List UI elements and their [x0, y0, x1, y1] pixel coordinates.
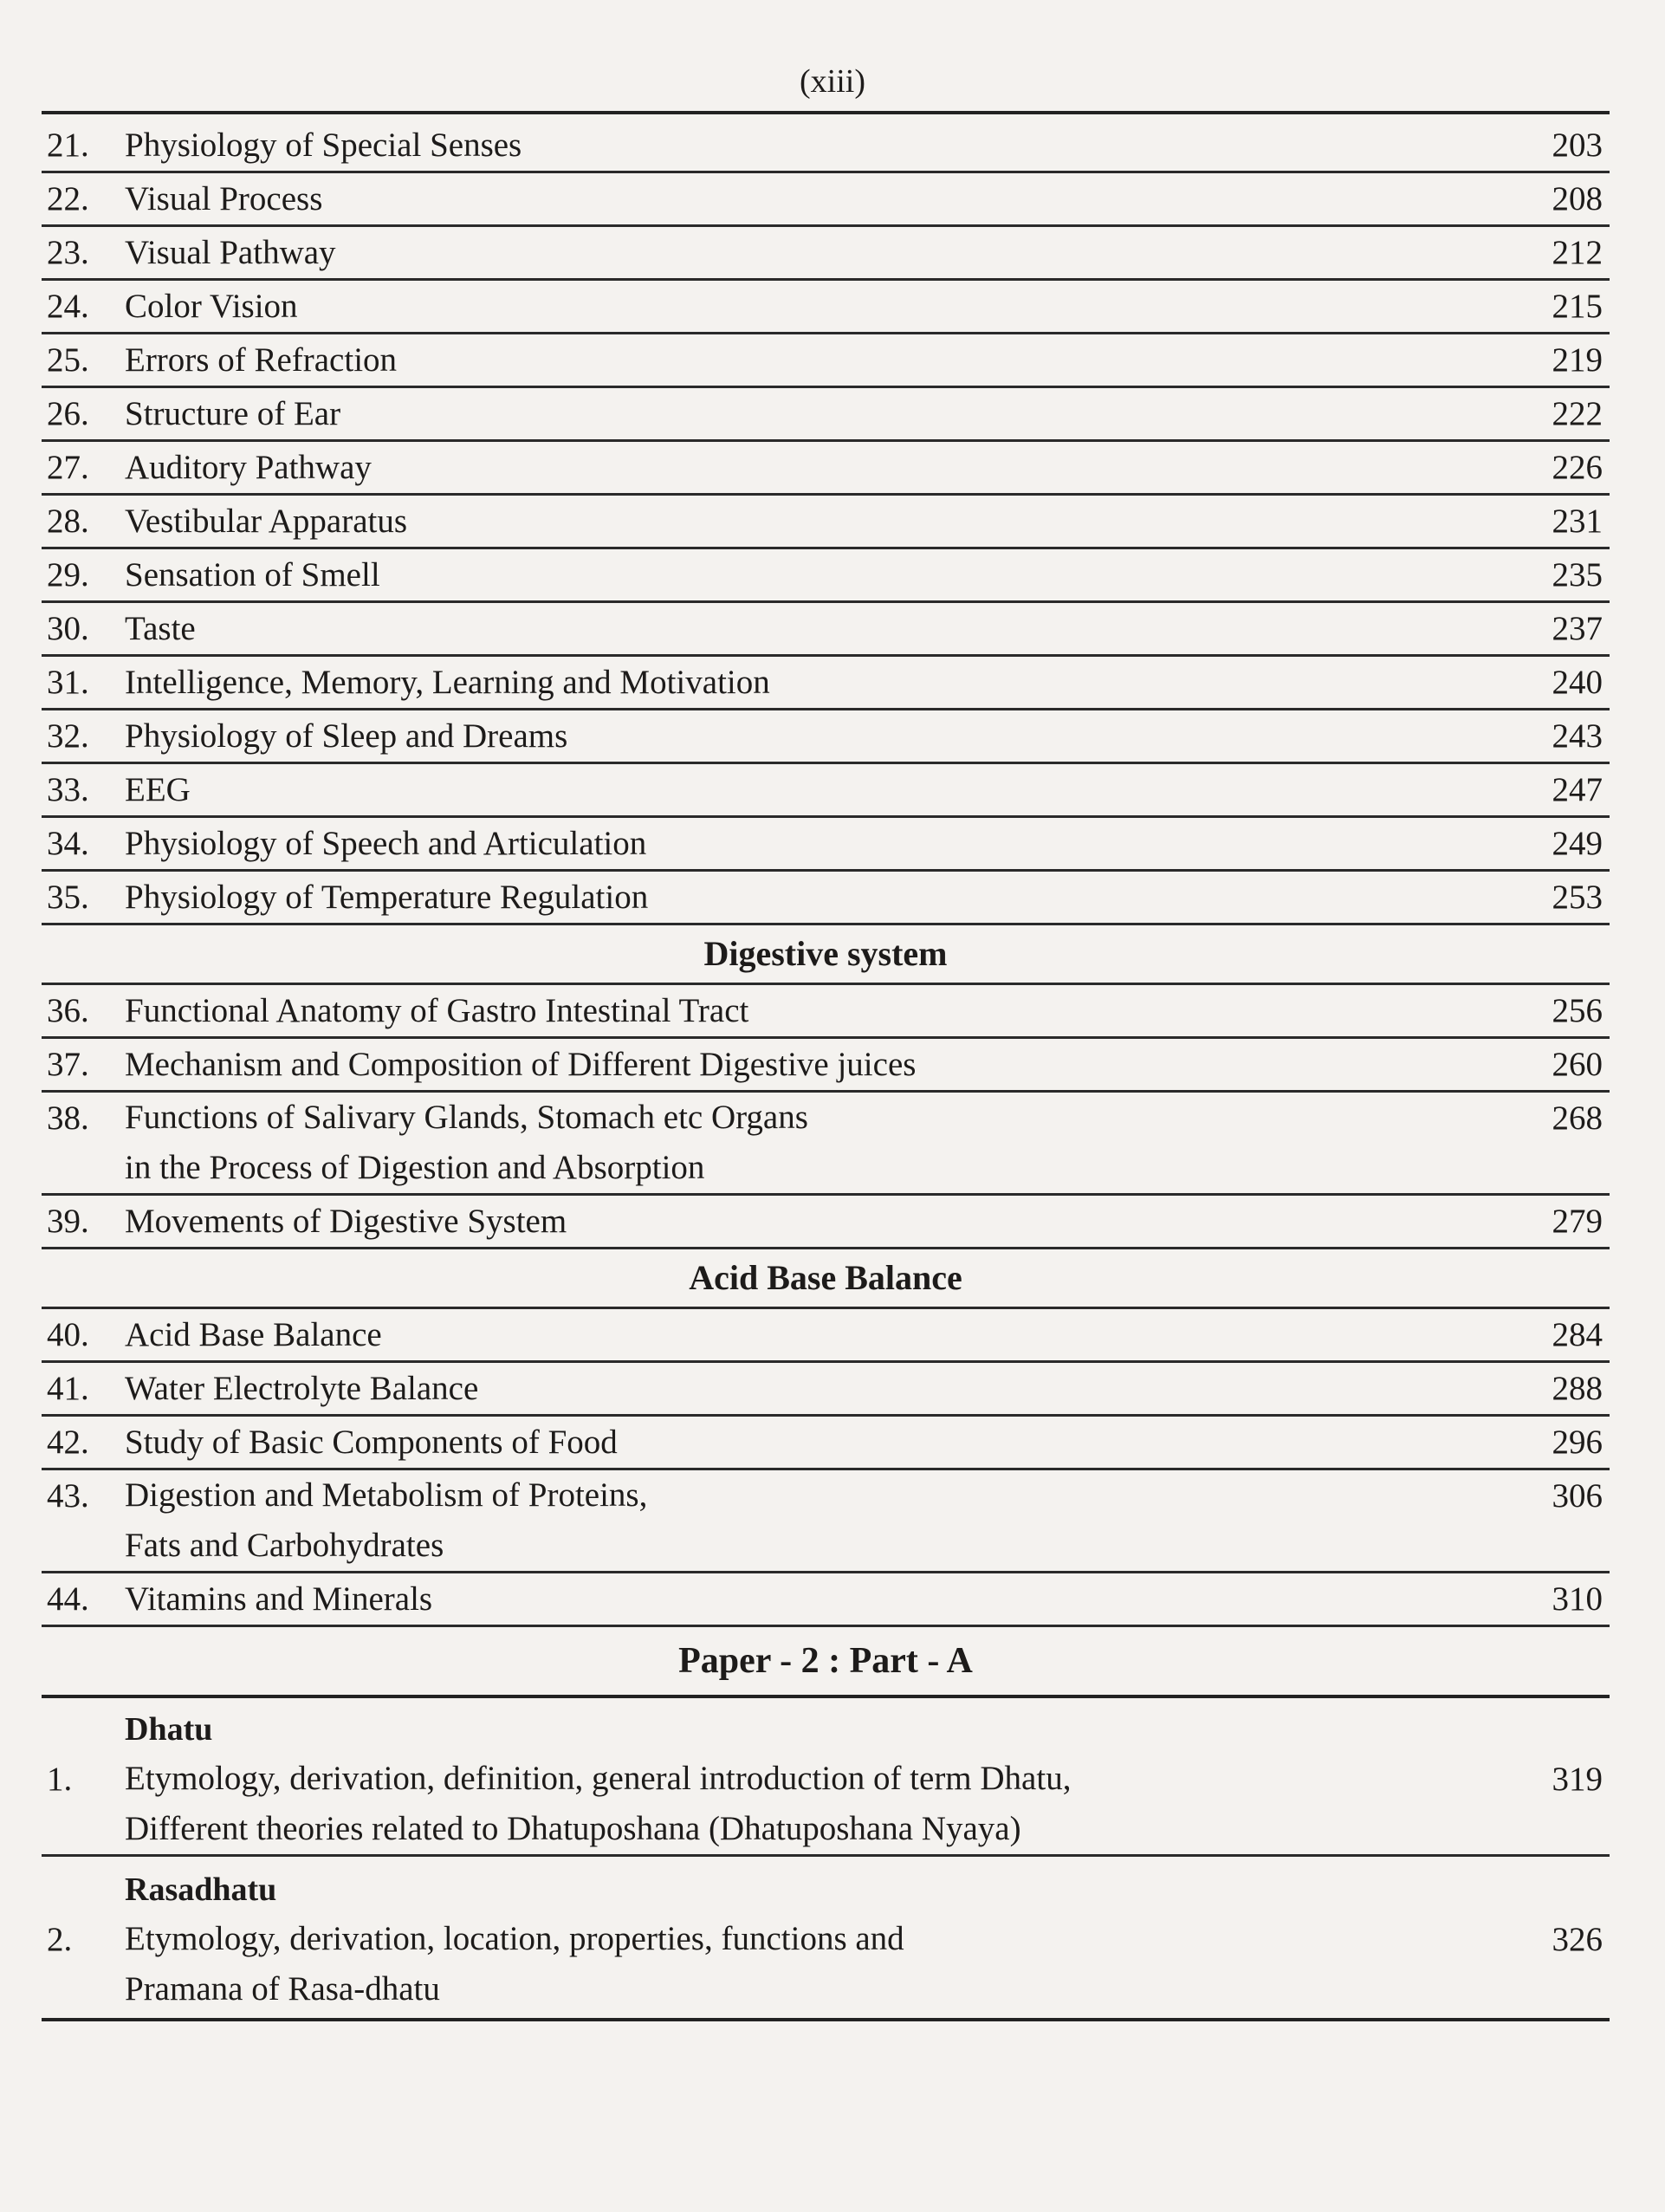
entry-page: 243: [1552, 717, 1603, 755]
toc-group-acid-base: [42, 1309, 1610, 1627]
toc-entry[interactable]: [42, 985, 1610, 1039]
toc-entry[interactable]: [42, 710, 1610, 764]
entry-page: 249: [1552, 825, 1603, 862]
entry-number: 32.: [47, 717, 89, 755]
entry-title-line: Vestibular Apparatus: [125, 503, 408, 540]
entry-number: 42.: [47, 1424, 89, 1461]
entry-title: [125, 173, 1471, 224]
entry-title-line: Different theories related to Dhatuposhana (Dhatuposhana Nyaya): [125, 1810, 1021, 1847]
entry-number: 30.: [47, 610, 89, 647]
entry-title: [125, 549, 1471, 600]
entry-number: 44.: [47, 1580, 89, 1618]
table-of-contents: [42, 120, 1610, 2021]
toc-entry[interactable]: [42, 1470, 1610, 1573]
entry-title-line: Pramana of Rasa-dhatu: [125, 1970, 440, 2008]
toc-entry[interactable]: [42, 1417, 1610, 1470]
toc-entry[interactable]: [42, 1039, 1610, 1093]
entry-title: [125, 1363, 1471, 1414]
toc-entry[interactable]: [42, 1309, 1610, 1363]
entry-title: [125, 1417, 1471, 1468]
entry-number: 21.: [47, 126, 89, 164]
toc-entry[interactable]: [42, 1363, 1610, 1417]
entry-page: 247: [1552, 771, 1603, 808]
entry-title-line: Physiology of Temperature Regulation: [125, 879, 649, 916]
entry-title-line: Errors of Refraction: [125, 341, 398, 379]
toc-entry[interactable]: [42, 1754, 1610, 1857]
entry-title: [125, 1573, 1471, 1625]
entry-title: [125, 872, 1471, 923]
toc-entry[interactable]: [42, 334, 1610, 388]
entry-title-line: Physiology of Speech and Articulation: [125, 825, 647, 862]
section-heading-acid-base: [42, 1249, 1610, 1309]
entry-title-line: Physiology of Special Senses: [125, 126, 522, 164]
toc-entry[interactable]: [42, 549, 1610, 603]
entry-title-line: Fats and Carbohydrates: [125, 1527, 444, 1564]
toc-entry[interactable]: [42, 1573, 1610, 1627]
toc-entry[interactable]: [42, 1093, 1610, 1196]
bottom-rule: [42, 2018, 1610, 2021]
toc-entry[interactable]: [42, 603, 1610, 657]
entry-page: 226: [1552, 449, 1603, 486]
entry-title: [125, 1914, 1471, 2014]
entry-number: 23.: [47, 234, 89, 271]
entry-title: [125, 1470, 1471, 1571]
entry-title-line: Structure of Ear: [125, 395, 341, 432]
entry-page: 253: [1552, 879, 1603, 916]
entry-title-line: Physiology of Sleep and Dreams: [125, 717, 568, 755]
entry-page: 231: [1552, 503, 1603, 540]
entry-title-line: Etymology, derivation, definition, general introduction of term Dhatu,: [125, 1760, 1072, 1797]
entry-number: 24.: [47, 288, 89, 325]
entry-title-line: Digestion and Metabolism of Proteins,: [125, 1476, 648, 1514]
entry-page: 288: [1552, 1370, 1603, 1407]
entry-title-line: Movements of Digestive System: [125, 1203, 567, 1240]
entry-title: [125, 1093, 1471, 1193]
entry-title-line: Functions of Salivary Glands, Stomach etc Organs: [125, 1099, 808, 1136]
toc-entry[interactable]: [42, 120, 1610, 173]
section-heading-text: Digestive system: [703, 934, 948, 973]
entry-number: 41.: [47, 1370, 89, 1407]
entry-number: 43.: [47, 1477, 89, 1515]
toc-entry[interactable]: [42, 227, 1610, 281]
toc-group-digestive: [42, 985, 1610, 1249]
entry-title: [125, 603, 1471, 654]
entry-title: [125, 388, 1471, 439]
toc-entry[interactable]: [42, 1196, 1610, 1249]
entry-title-line: in the Process of Digestion and Absorption: [125, 1149, 705, 1186]
entry-page: 203: [1552, 126, 1603, 164]
toc-entry[interactable]: [42, 442, 1610, 496]
entry-number: 38.: [47, 1100, 89, 1137]
entry-title-line: Taste: [125, 610, 196, 647]
entry-page: 279: [1552, 1203, 1603, 1240]
toc-entry[interactable]: [42, 818, 1610, 872]
toc-entry[interactable]: [42, 496, 1610, 549]
entry-page: 284: [1552, 1316, 1603, 1353]
entry-page: 235: [1552, 556, 1603, 594]
entry-title-line: Etymology, derivation, location, properties, functions and: [125, 1920, 904, 1957]
toc-entry[interactable]: [42, 388, 1610, 442]
entry-title: [125, 710, 1471, 762]
section-heading-digestive: [42, 925, 1610, 985]
entry-title-line: Functional Anatomy of Gastro Intestinal Tract: [125, 992, 749, 1029]
entry-title-line: Visual Process: [125, 180, 323, 217]
section-heading-text: Paper - 2 : Part - A: [678, 1641, 973, 1681]
entry-title-line: EEG: [125, 771, 191, 808]
entry-title: [125, 1309, 1471, 1360]
entry-number: 40.: [47, 1316, 89, 1353]
entry-title: [125, 657, 1471, 708]
entry-title: [125, 985, 1471, 1036]
section-heading-text: Acid Base Balance: [689, 1258, 962, 1297]
entry-title-line: Visual Pathway: [125, 234, 336, 271]
subheading-rasadhatu: Rasadhatu: [125, 1871, 277, 1908]
entry-page: 222: [1552, 395, 1603, 432]
entry-page: 319: [1552, 1761, 1603, 1798]
entry-page: 237: [1552, 610, 1603, 647]
entry-number: 28.: [47, 503, 89, 540]
entry-number: 36.: [47, 992, 89, 1029]
entry-title: [125, 334, 1471, 386]
toc-entry[interactable]: [42, 281, 1610, 334]
entry-title-line: Sensation of Smell: [125, 556, 380, 594]
toc-entry[interactable]: [42, 173, 1610, 227]
entry-title-line: Study of Basic Components of Food: [125, 1424, 618, 1461]
entry-number: 37.: [47, 1046, 89, 1083]
entry-title-line: Acid Base Balance: [125, 1316, 382, 1353]
entry-page: 256: [1552, 992, 1603, 1029]
entry-page: 219: [1552, 341, 1603, 379]
entry-title-line: Color Vision: [125, 288, 298, 325]
toc-entry[interactable]: [42, 657, 1610, 710]
entry-page: 310: [1552, 1580, 1603, 1618]
entry-title: [125, 764, 1471, 815]
entry-page: 240: [1552, 664, 1603, 701]
entry-number: 39.: [47, 1203, 89, 1240]
section-heading-paper: [42, 1627, 1610, 1698]
entry-title-line: Water Electrolyte Balance: [125, 1370, 479, 1407]
entry-page: 212: [1552, 234, 1603, 271]
entry-number: 31.: [47, 664, 89, 701]
entry-number: 33.: [47, 771, 89, 808]
subheading-dhatu: Dhatu: [125, 1711, 213, 1748]
entry-number: 22.: [47, 180, 89, 217]
entry-title: [125, 1196, 1471, 1247]
entry-page: 306: [1552, 1477, 1603, 1515]
entry-title: [125, 227, 1471, 278]
entry-number: 34.: [47, 825, 89, 862]
entry-page: 260: [1552, 1046, 1603, 1083]
entry-page: 208: [1552, 180, 1603, 217]
entry-title-line: Auditory Pathway: [125, 449, 372, 486]
page-number: (xiii): [800, 63, 865, 100]
entry-title: [125, 442, 1471, 493]
entry-page: 296: [1552, 1424, 1603, 1461]
entry-page: 268: [1552, 1100, 1603, 1137]
entry-page: 326: [1552, 1921, 1603, 1958]
entry-title-line: Vitamins and Minerals: [125, 1580, 433, 1618]
entry-title: [125, 496, 1471, 547]
toc-entry[interactable]: [42, 1914, 1610, 2014]
entry-title: [125, 1754, 1471, 1854]
entry-number: 1.: [47, 1761, 73, 1798]
toc-entry[interactable]: [42, 872, 1610, 925]
entry-number: 27.: [47, 449, 89, 486]
entry-title-line: Intelligence, Memory, Learning and Motivation: [125, 664, 770, 701]
entry-number: 25.: [47, 341, 89, 379]
entry-title: [125, 281, 1471, 332]
entry-title: [125, 1039, 1471, 1090]
entry-title: [125, 120, 1471, 171]
entry-number: 35.: [47, 879, 89, 916]
entry-title-line: Mechanism and Composition of Different Digestive juices: [125, 1046, 917, 1083]
top-rule: [42, 111, 1610, 114]
toc-entry[interactable]: [42, 764, 1610, 818]
entry-number: 29.: [47, 556, 89, 594]
toc-group-special-senses: [42, 120, 1610, 925]
entry-page: 215: [1552, 288, 1603, 325]
entry-number: 2.: [47, 1921, 73, 1958]
entry-title: [125, 818, 1471, 869]
entry-number: 26.: [47, 395, 89, 432]
